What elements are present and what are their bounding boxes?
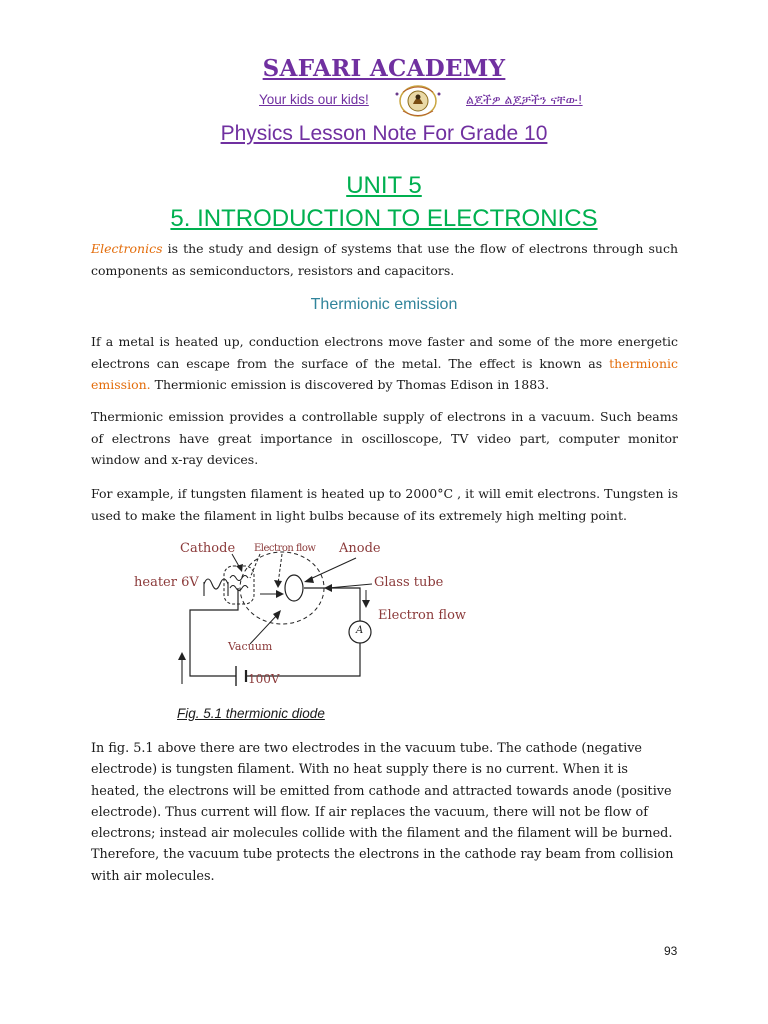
label-electron-flow-right: Electron flow: [378, 608, 467, 623]
p1-after: Thermionic emission is discovered by Thomas Edison in 1883.: [150, 377, 550, 392]
label-cathode: Cathode: [180, 541, 236, 556]
label-vacuum: Vacuum: [228, 640, 273, 653]
figure-caption: Fig. 5.1 thermionic diode: [177, 706, 325, 721]
brand-title: SAFARI ACADEMY: [262, 55, 506, 82]
header: [0, 55, 768, 82]
term-thermionic-emission: thermionic emission.: [91, 355, 678, 392]
intro-paragraph: [91, 238, 678, 281]
tagline-amharic: ልጆችዎ ልጆቻችን ናቸው!: [466, 92, 583, 107]
unit-label: UNIT 5: [346, 172, 422, 199]
intro-text: is the study and design of systems that use the flow of electrons through such components as semiconductors, resistors and capacitors.: [91, 241, 678, 278]
chapter-title: 5. INTRODUCTION TO ELECTRONICS: [170, 205, 598, 232]
ammeter-symbol: A: [356, 625, 364, 636]
thermionic-diode-figure: [120, 536, 500, 696]
paragraph-thermionic-2: Thermionic emission provides a controllable supply of electrons in a vacuum. Such beams of electrons have great importance in oscilloscope, TV video part, computer monitor window and x-ray devices.: [91, 409, 678, 467]
section-heading: Thermionic emission: [310, 296, 458, 313]
tagline-english: Your kids our kids!: [259, 92, 369, 107]
lesson-title: Physics Lesson Note For Grade 10: [220, 122, 548, 145]
paragraph-thermionic-1: [91, 331, 678, 396]
label-battery: 100V: [248, 672, 280, 686]
label-glass-tube: Glass tube: [374, 575, 444, 590]
label-electron-flow-top: Electron flow: [254, 543, 316, 554]
paragraph-thermionic-3: For example, if tungsten filament is heated up to 2000°C , it will emit electrons. Tungsten is used to make the filament in light bulbs because of its extremely high melting point.: [91, 486, 678, 523]
term-electronics: Electronics: [91, 241, 163, 256]
page-number: 93: [664, 944, 678, 958]
explanation-paragraph: In fig. 5.1 above there are two electrodes in the vacuum tube. The cathode (negative electrode) is tungsten filament. With no heat supply there is no current. When it is heated, the electrons will be emitted from cathode and attracted towards anode (positive electrode). Thus current will flow. If air replaces the vacuum, there will not be flow of electrons; instead air molecules collide with the filament and the filament will be burned. Therefore, the vacuum tube protects the electrons in the cathode ray beam from collision with air molecules.: [91, 741, 674, 884]
label-heater: heater 6V: [134, 575, 199, 590]
tagline-row: [0, 84, 768, 116]
academy-logo-icon: [383, 84, 453, 118]
p1-before: If a metal is heated up, conduction electrons move faster and some of the more energetic electrons can escape from the surface of the metal. The effect is known as: [91, 334, 678, 371]
label-anode: Anode: [339, 541, 381, 556]
